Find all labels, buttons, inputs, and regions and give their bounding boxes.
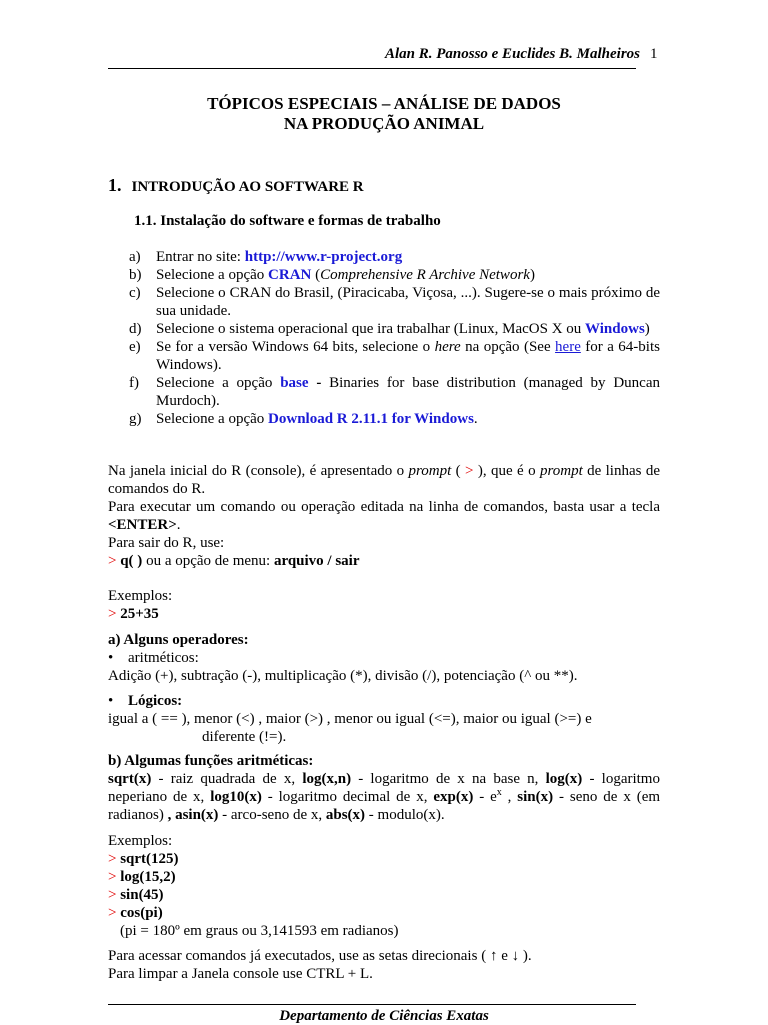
enter-key: <ENTER> (108, 517, 177, 533)
functions-heading: b) Algumas funções aritméticas: (108, 753, 314, 769)
logical-block: • Lógicos: igual a ( == ), menor (<) , maior (>) , menor ou igual (<=), maior ou igual (>=) e diferente (!=). (108, 693, 592, 745)
document-title (0, 94, 768, 134)
examples-block-1: Exemplos: > 25+35 (108, 588, 173, 622)
history-block: Para acessar comandos já executados, use as setas direcionais ( ↑ e ↓ ). Para limpar a Janela console use CTRL + L. (108, 948, 532, 982)
cran-link[interactable]: CRAN (268, 267, 312, 283)
section-number: 1. (108, 175, 122, 195)
arrow-down-icon: ↓ (511, 948, 520, 964)
section-heading (108, 175, 364, 196)
base-link[interactable]: base (280, 375, 309, 391)
console-paragraph: Na janela inicial do R (console), é apresentado o prompt ( > ), que é o prompt de linhas de comandos do R. Para executar um comando ou operação editada na linha de comandos, basta usar a tecla <ENTER>. Para sair do R, use: > q( ) ou a opção de menu: arquivo / sair (108, 463, 661, 569)
examples-block-2: Exemplos: > sqrt(125) > log(15,2) > sin(45) > cos(pi) (pi = 180º em graus ou 3,141593 em radianos) (108, 832, 660, 940)
list-item: b) Selecione a opção CRAN (Comprehensive R Archive Network) (129, 267, 535, 283)
bullet: • (108, 650, 114, 666)
operators-heading: a) Alguns operadores: (108, 632, 249, 648)
subsection-heading: 1.1. Instalação do software e formas de trabalho (134, 213, 441, 229)
pi-note: (pi = 180º em graus ou 3,141593 em radianos) (120, 923, 399, 939)
page-number: 1 (650, 46, 658, 62)
example-command: 25+35 (120, 606, 159, 622)
list-item: c) Selecione o CRAN do Brasil, (Piracicaba, Viçosa, ...). Sugere-se o mais próximo de sua unidade. (129, 285, 660, 319)
list-item: g) Selecione a opção Download R 2.11.1 for Windows. (129, 411, 478, 427)
here-link[interactable]: here (555, 339, 581, 355)
install-steps-list (124, 248, 660, 428)
list-item: f) Selecione a opção base - Binaries for base distribution (managed by Duncan Murdoch). (129, 375, 660, 409)
example-command: > sin(45) (108, 887, 164, 903)
arrow-up-icon: ↑ (489, 948, 498, 964)
title-line-1: TÓPICOS ESPECIAIS – ANÁLISE DE DADOS (207, 94, 561, 113)
r-project-link[interactable]: http://www.r-project.org (244, 249, 403, 265)
footer-department: Departamento de Ciências Exatas (279, 1008, 489, 1024)
example-command: > log(15,2) (108, 869, 176, 885)
quit-menu: arquivo / sair (273, 553, 360, 569)
quit-command: q( ) (120, 553, 143, 569)
list-item: a) Entrar no site: http://www.r-project.org (129, 249, 403, 265)
operators-block: a) Alguns operadores: • aritméticos: Adição (+), subtração (-), multiplicação (*), divisão (/), potenciação (^ ou **). (108, 631, 660, 685)
list-item: d) Selecione o sistema operacional que ira trabalhar (Linux, MacOS X ou Windows) (129, 321, 650, 337)
bullet: • (108, 693, 114, 709)
example-command: > sqrt(125) (108, 851, 179, 867)
list-item: e) Se for a versão Windows 64 bits, selecione o here na opção (See here for a 64-bits Windows). (129, 339, 660, 373)
title-line-2: NA PRODUÇÃO ANIMAL (283, 114, 485, 133)
windows-link[interactable]: Windows (585, 321, 645, 337)
header-authors: Alan R. Panosso e Euclides B. Malheiros (384, 46, 640, 62)
prompt-symbol: > (465, 463, 474, 479)
functions-block: b) Algumas funções aritméticas: sqrt(x) - raiz quadrada de x, log(x,n) - logaritmo de x na base n, log(x) - logaritmo neperiano de x, log10(x) - logaritmo decimal de x, $\exp(x) - e^x$ , sin(x) - seno de x (em radianos) , asin(x) - arco-seno de x, abs(x) - modulo(x). (108, 753, 661, 823)
header-divider (108, 68, 636, 69)
example-command: > cos(pi) (108, 905, 163, 921)
footer-divider (108, 1004, 636, 1005)
section-title: INTRODUÇÃO AO SOFTWARE R (131, 179, 364, 195)
download-r-link[interactable]: Download R 2.11.1 for Windows (268, 411, 474, 427)
